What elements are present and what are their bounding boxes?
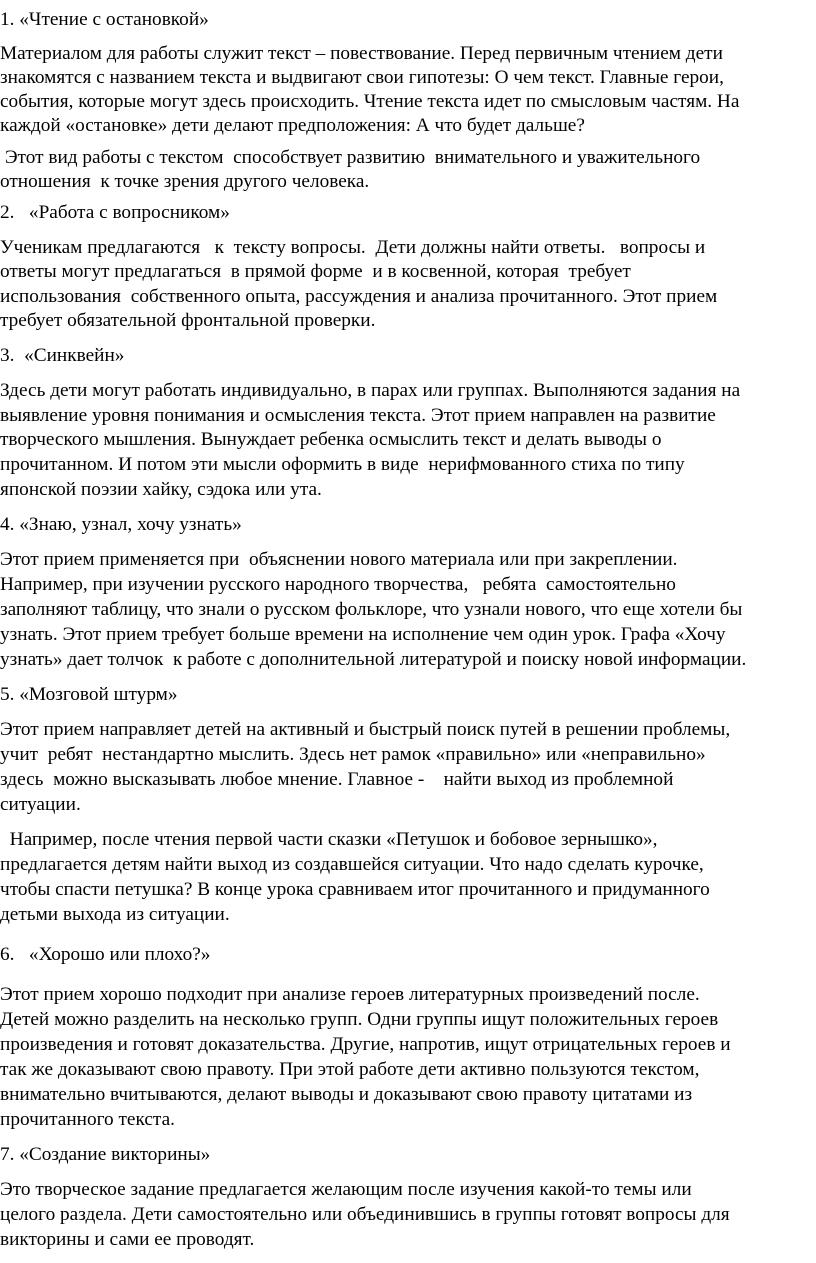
text-line: прочитанном. И потом эти мысли оформить в виде нерифмованного стиха по типу [0, 454, 685, 475]
text-line: ответы могут предлагаться в прямой форме и в косвенной, которая требует [0, 261, 631, 282]
heading-7: 7. «Создание викторины» [0, 1144, 211, 1165]
text-line: Этот вид работы с текстом способствует развитию внимательного и уважительного [0, 147, 701, 168]
text-line: детьми выхода из ситуации. [0, 904, 230, 925]
text-line: так же доказывают свою правоту. При этой работе дети активно пользуются текстом, [0, 1059, 700, 1080]
text-line: отношения к точке зрения другого человека. [0, 171, 370, 192]
text-line: викторины и сами ее проводят. [0, 1229, 255, 1250]
text-line: узнать. Этот прием требует больше времени на исполнение чем один урок. Графа «Хочу [0, 624, 726, 645]
text-line: чтобы спасти петушка? В конце урока сравниваем итог прочитанного и придуманного [0, 879, 710, 900]
text-line: Ученикам предлагаются к тексту вопросы. Дети должны найти ответы. вопросы и [0, 237, 706, 258]
heading-3: 3. «Синквейн» [0, 345, 125, 366]
text-line: использования собственного опыта, рассуждения и анализа прочитанного. Этот прием [0, 286, 718, 307]
heading-1: 1. «Чтение с остановкой» [0, 9, 209, 30]
heading-4: 4. «Знаю, узнал, хочу узнать» [0, 514, 242, 535]
text-line: заполняют таблицу, что знали о русском фольклоре, что узнали нового, что еще хотели бы [0, 599, 743, 620]
text-line: требует обязательной фронтальной проверки. [0, 310, 376, 331]
text-line: прочитанного текста. [0, 1109, 175, 1130]
text-line: Этот прием хорошо подходит при анализе героев литературных произведений после. [0, 984, 700, 1005]
text-line: Этот прием направляет детей на активный и быстрый поиск путей в решении проблемы, [0, 719, 731, 740]
text-line: события, которые могут здесь происходить. Чтение текста идет по смысловым частям. На [0, 91, 740, 112]
text-line: Этот прием применяется при объяснении нового материала или при закреплении. [0, 549, 678, 570]
text-line: Это творческое задание предлагается желающим после изучения какой-то темы или [0, 1179, 692, 1200]
text-line: каждой «остановке» дети делают предположения: А что будет дальше? [0, 115, 585, 136]
text-line: Например, после чтения первой части сказки «Петушок и бобовое зернышко», [0, 829, 658, 850]
text-line: Здесь дети могут работать индивидуально, в парах или группах. Выполняются задания на [0, 380, 741, 401]
text-line: творческого мышления. Вынуждает ребенка осмыслить текст и делать выводы о [0, 429, 662, 450]
text-line: здесь можно высказывать любое мнение. Главное - найти выход из проблемной [0, 769, 674, 790]
text-line: Например, при изучении русского народного творчества, ребята самостоятельно [0, 574, 676, 595]
text-line: целого раздела. Дети самостоятельно или объединившись в группы готовят вопросы для [0, 1204, 730, 1225]
text-line: узнать» дает толчок к работе с дополнительной литературой и поиску новой информации. [0, 649, 747, 670]
text-line: Детей можно разделить на несколько групп. Одни группы ищут положительных героев [0, 1009, 719, 1030]
heading-2: 2. «Работа с вопросником» [0, 202, 230, 223]
text-line: японской поэзии хайку, сэдока или ута. [0, 479, 322, 500]
text-line: выявление уровня понимания и осмысления текста. Этот прием направлен на развитие [0, 405, 716, 426]
text-line: знакомятся с названием текста и выдвигают свои гипотезы: О чем текст. Главные герои, [0, 67, 724, 88]
text-line: внимательно вчитываются, делают выводы и доказывают свою правоту цитатами из [0, 1084, 693, 1105]
heading-6: 6. «Хорошо или плохо?» [0, 944, 211, 965]
heading-5: 5. «Мозговой штурм» [0, 684, 178, 705]
text-line: учит ребят нестандартно мыслить. Здесь нет рамок «правильно» или «неправильно» [0, 744, 706, 765]
text-line: предлагается детям найти выход из создавшейся ситуации. Что надо сделать курочке, [0, 854, 704, 875]
text-line: произведения и готовят доказательства. Другие, напротив, ищут отрицательных героев и [0, 1034, 731, 1055]
text-line: ситуации. [0, 794, 81, 815]
text-line: Материалом для работы служит текст – повествование. Перед первичным чтением дети [0, 43, 723, 64]
